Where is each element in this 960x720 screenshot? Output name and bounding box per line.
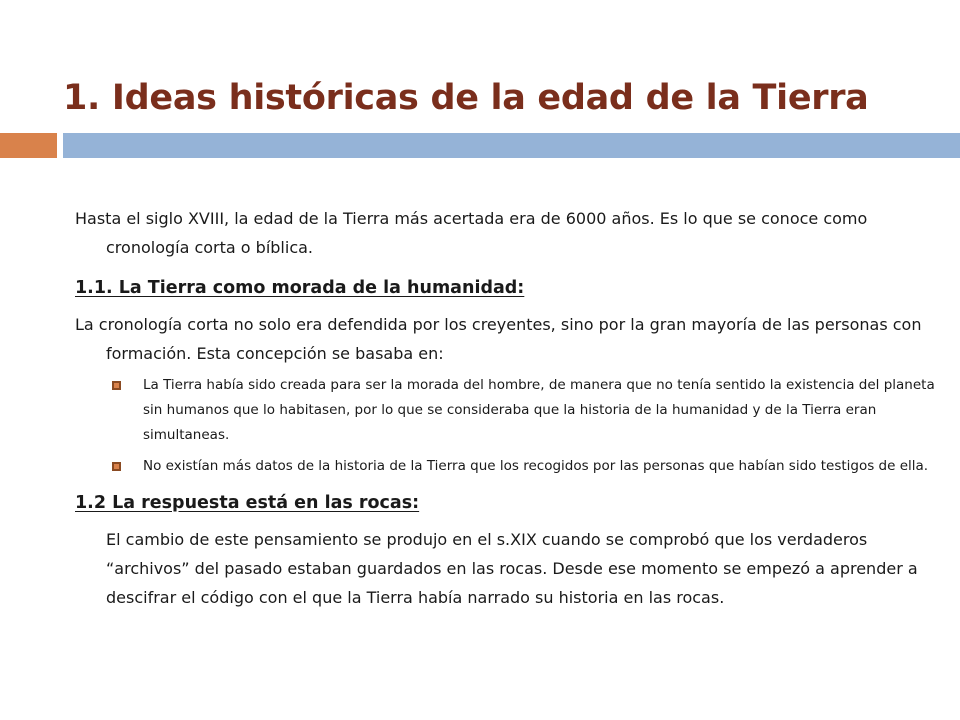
title-accent-bar-blue [63, 133, 960, 158]
slide-title: 1. Ideas históricas de la edad de la Tierra [63, 78, 869, 118]
square-bullet-icon [112, 381, 121, 390]
section-2-paragraph: El cambio de este pensamiento se produjo en el s.XIX cuando se comprobó que los verdaderos “archivos” del pasado estaban guardados en las rocas. Desde ese momento se empezó a aprender a descifrar el código con el que la Tierra había narrado su historia en las rocas. [106, 530, 918, 607]
square-bullet-icon [112, 462, 121, 471]
list-item [112, 373, 935, 448]
list-item [112, 454, 935, 479]
bullet-list [75, 373, 935, 479]
bullet-text: La Tierra había sido creada para ser la morada del hombre, de manera que no tenía sentido la existencia del planeta sin humanos que lo habitasen, por lo que se consideraba que la historia de la humanidad y de la Tierra eran simultaneas. [143, 377, 935, 443]
section-1-paragraph: La cronología corta no solo era defendida por los creyentes, sino por la gran mayoría de las personas con formación. Esta concepción se basaba en: [75, 315, 922, 363]
intro-paragraph: Hasta el siglo XVIII, la edad de la Tierra más acertada era de 6000 años. Es lo que se conoce como cronología corta o bíblica. [75, 209, 868, 257]
bullet-text: No existían más datos de la historia de la Tierra que los recogidos por las personas que habían sido testigos de ella. [143, 458, 929, 474]
slide-body [75, 204, 935, 612]
section-heading-2: 1.2 La respuesta está en las rocas: [75, 493, 420, 513]
section-heading-1: 1.1. La Tierra como morada de la humanidad: [75, 278, 525, 298]
title-accent-bar-orange [0, 133, 57, 158]
